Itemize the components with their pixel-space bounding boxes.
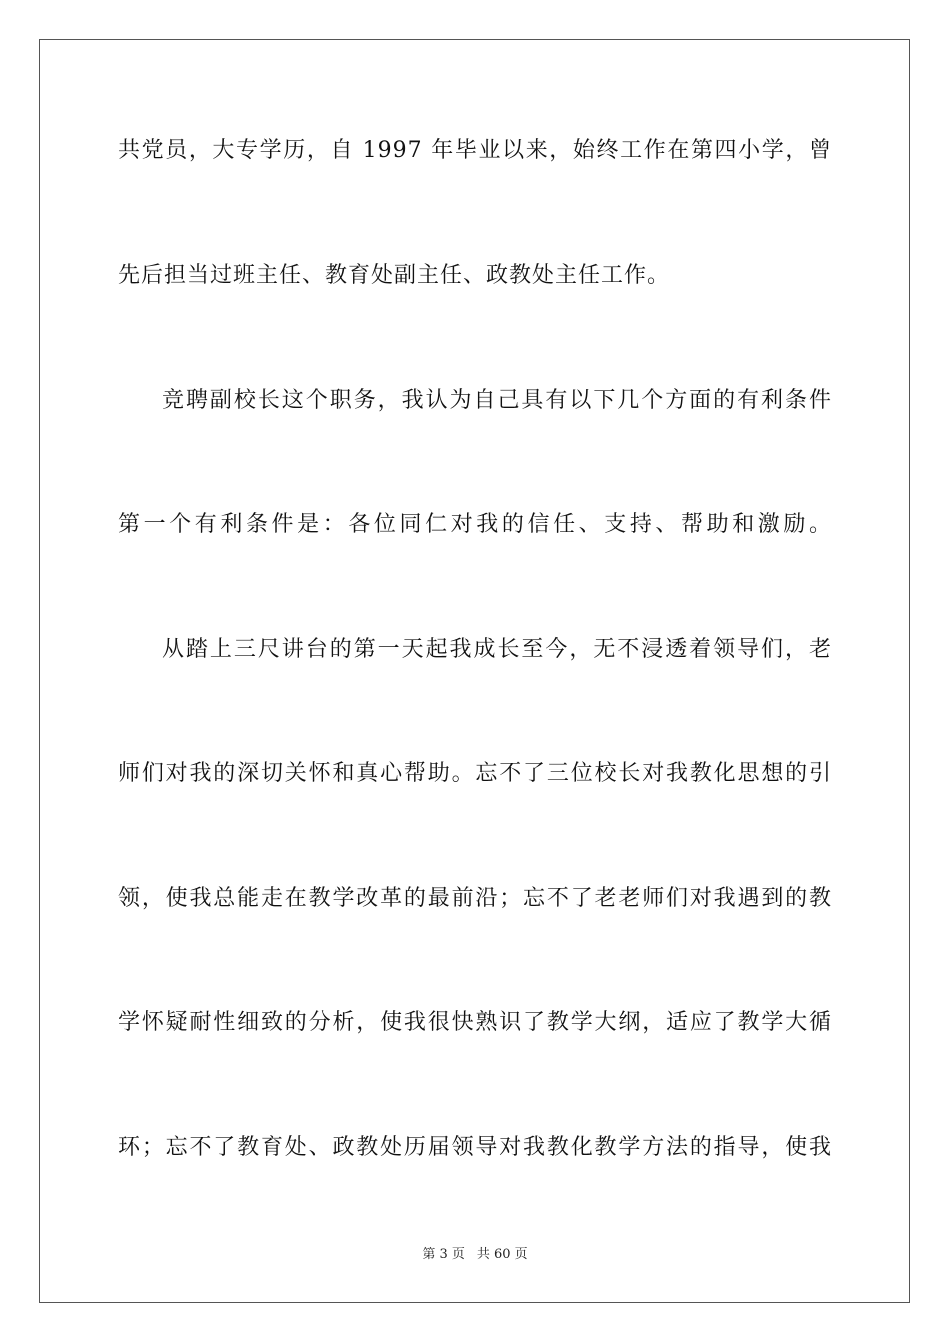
body-line: 环；忘不了教育处、政教处历届领导对我教化教学方法的指导，使我 — [118, 1135, 832, 1160]
body-line: 领，使我总能走在教学改革的最前沿；忘不了老老师们对我遇到的教 — [118, 886, 832, 911]
page-total: 共 60 页 — [476, 1247, 528, 1262]
page-frame — [39, 39, 910, 1303]
page-footer — [0, 1246, 950, 1264]
body-line: 先后担当过班主任、教育处副主任、政教处主任工作。 — [118, 263, 671, 288]
page-number: 第 3 页 — [422, 1247, 465, 1262]
body-line: 竞聘副校长这个职务，我认为自己具有以下几个方面的有利条件 — [162, 388, 832, 413]
body-line: 师们对我的深切关怀和真心帮助。忘不了三位校长对我教化思想的引 — [118, 761, 832, 786]
body-line: 学怀疑耐性细致的分析，使我很快熟识了教学大纲，适应了教学大循 — [118, 1010, 832, 1035]
body-line: 共党员，大专学历，自 1997 年毕业以来，始终工作在第四小学，曾 — [118, 138, 832, 163]
body-line: 从踏上三尺讲台的第一天起我成长至今，无不浸透着领导们，老 — [162, 637, 832, 662]
body-line: 第一个有利条件是：各位同仁对我的信任、支持、帮助和激励。 — [118, 512, 832, 537]
